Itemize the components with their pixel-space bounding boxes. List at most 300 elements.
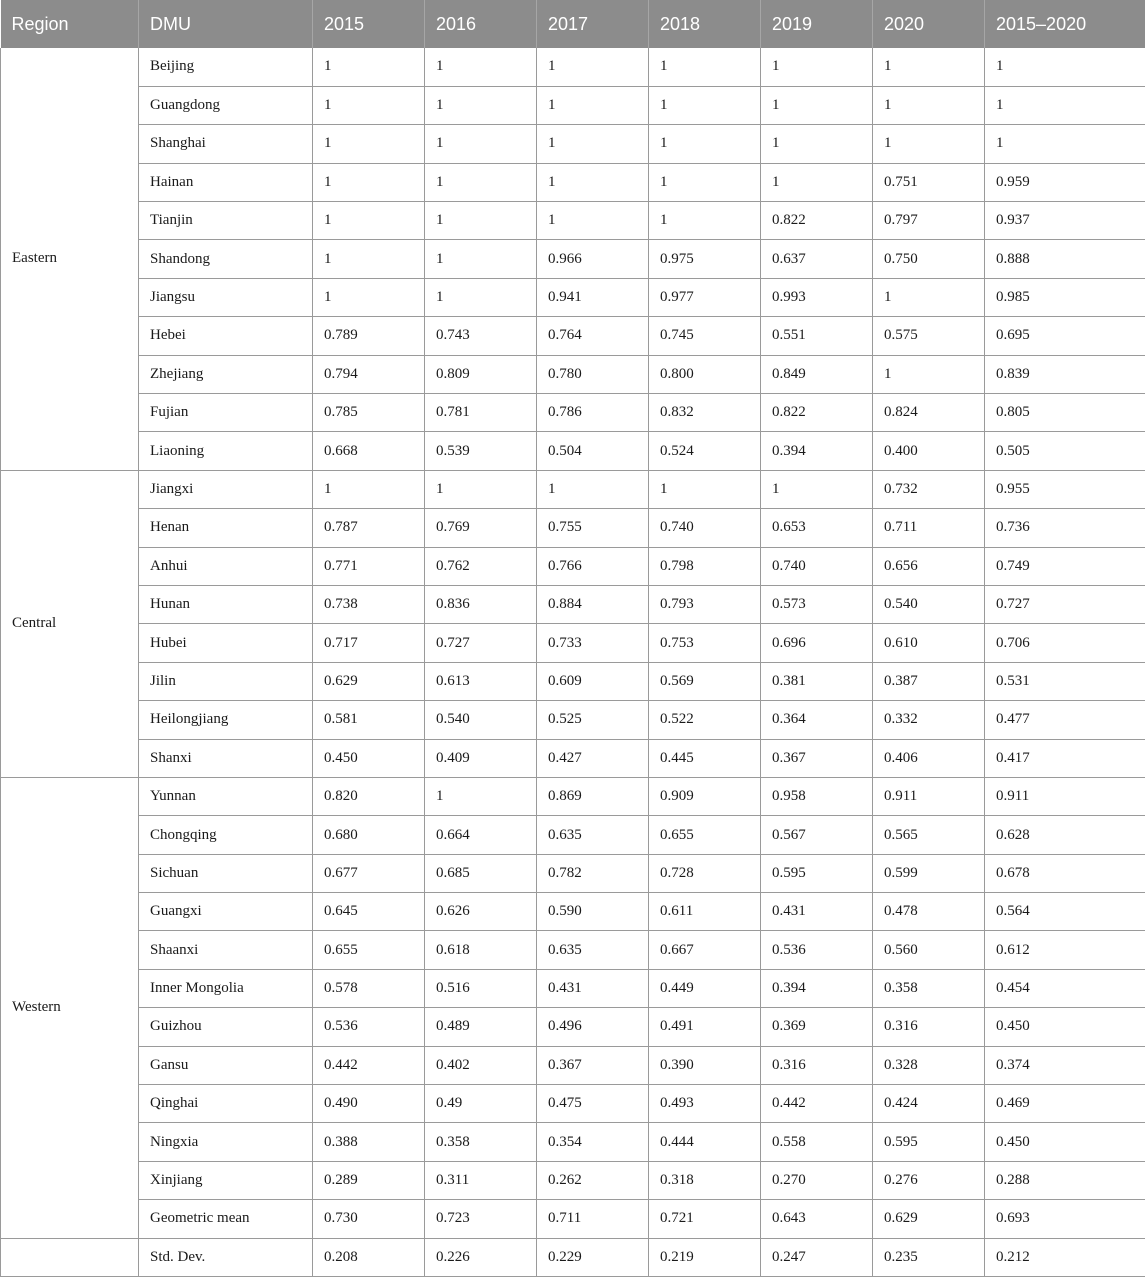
table-row: [1, 893, 1145, 931]
dmu-cell: Guizhou: [139, 1008, 313, 1046]
value-cell: 0.374: [985, 1046, 1145, 1084]
value-cell: 0.721: [649, 1200, 761, 1238]
value-cell: 0.824: [873, 394, 985, 432]
value-cell: 0.478: [873, 893, 985, 931]
value-cell: 0.727: [985, 585, 1145, 623]
value-cell: 0.749: [985, 547, 1145, 585]
value-cell: 1: [313, 125, 425, 163]
dmu-cell: Shanghai: [139, 125, 313, 163]
value-cell: 1: [761, 470, 873, 508]
value-cell: 1: [537, 163, 649, 201]
value-cell: 0.723: [425, 1200, 537, 1238]
value-cell: 0.531: [985, 662, 1145, 700]
dmu-cell: Guangxi: [139, 893, 313, 931]
value-cell: 0.798: [649, 547, 761, 585]
value-cell: 0.809: [425, 355, 537, 393]
dmu-cell: Shaanxi: [139, 931, 313, 969]
value-cell: 0.958: [761, 777, 873, 815]
table-row: [1, 394, 1145, 432]
value-cell: 0.558: [761, 1123, 873, 1161]
value-cell: 0.955: [985, 470, 1145, 508]
value-cell: 0.235: [873, 1238, 985, 1276]
table-row: [1, 931, 1145, 969]
value-cell: 0.358: [425, 1123, 537, 1161]
value-cell: 1: [649, 163, 761, 201]
table-row: [1, 1238, 1145, 1276]
value-cell: 0.711: [873, 509, 985, 547]
value-cell: 1: [313, 48, 425, 86]
value-cell: 0.839: [985, 355, 1145, 393]
value-cell: 0.381: [761, 662, 873, 700]
value-cell: 0.270: [761, 1161, 873, 1199]
value-cell: 0.884: [537, 585, 649, 623]
value-cell: 1: [425, 48, 537, 86]
dmu-cell: Anhui: [139, 547, 313, 585]
value-cell: 0.733: [537, 624, 649, 662]
region-cell: [1, 1238, 139, 1276]
value-cell: 0.730: [313, 1200, 425, 1238]
value-cell: 0.367: [537, 1046, 649, 1084]
value-cell: 0.364: [761, 701, 873, 739]
value-cell: 0.505: [985, 432, 1145, 470]
value-cell: 0.711: [537, 1200, 649, 1238]
table-row: [1, 854, 1145, 892]
value-cell: 1: [537, 202, 649, 240]
value-cell: 0.655: [313, 931, 425, 969]
column-header: 2016: [425, 0, 537, 48]
table-row: [1, 125, 1145, 163]
value-cell: 0.609: [537, 662, 649, 700]
value-cell: 0.394: [761, 969, 873, 1007]
value-cell: 1: [873, 355, 985, 393]
value-cell: 0.789: [313, 317, 425, 355]
value-cell: 0.226: [425, 1238, 537, 1276]
value-cell: 0.780: [537, 355, 649, 393]
table-row: [1, 1085, 1145, 1123]
value-cell: 0.367: [761, 739, 873, 777]
value-cell: 1: [873, 125, 985, 163]
dmu-cell: Xinjiang: [139, 1161, 313, 1199]
table-body: [1, 48, 1145, 1277]
dmu-cell: Inner Mongolia: [139, 969, 313, 1007]
dmu-cell: Zhejiang: [139, 355, 313, 393]
value-cell: 0.937: [985, 202, 1145, 240]
value-cell: 0.387: [873, 662, 985, 700]
value-cell: 0.695: [985, 317, 1145, 355]
value-cell: 0.717: [313, 624, 425, 662]
value-cell: 1: [537, 125, 649, 163]
table-row: [1, 969, 1145, 1007]
table-row: [1, 509, 1145, 547]
value-cell: 0.975: [649, 240, 761, 278]
value-cell: 0.626: [425, 893, 537, 931]
dmu-cell: Shandong: [139, 240, 313, 278]
value-cell: 1: [313, 163, 425, 201]
value-cell: 0.787: [313, 509, 425, 547]
value-cell: 0.388: [313, 1123, 425, 1161]
table-row: [1, 662, 1145, 700]
table-row: [1, 1161, 1145, 1199]
value-cell: 0.732: [873, 470, 985, 508]
value-cell: 1: [649, 125, 761, 163]
value-cell: 0.762: [425, 547, 537, 585]
value-cell: 1: [761, 125, 873, 163]
table-row: [1, 1046, 1145, 1084]
value-cell: 0.489: [425, 1008, 537, 1046]
value-cell: 0.449: [649, 969, 761, 1007]
dmu-cell: Jiangxi: [139, 470, 313, 508]
value-cell: 0.540: [425, 701, 537, 739]
value-cell: 0.496: [537, 1008, 649, 1046]
value-cell: 0.475: [537, 1085, 649, 1123]
table-row: [1, 240, 1145, 278]
value-cell: 1: [425, 777, 537, 815]
value-cell: 0.635: [537, 931, 649, 969]
dmu-cell: Gansu: [139, 1046, 313, 1084]
value-cell: 1: [873, 278, 985, 316]
value-cell: 0.685: [425, 854, 537, 892]
value-cell: 0.427: [537, 739, 649, 777]
value-cell: 0.836: [425, 585, 537, 623]
value-cell: 0.977: [649, 278, 761, 316]
value-cell: 1: [761, 163, 873, 201]
column-header: 2017: [537, 0, 649, 48]
value-cell: 0.560: [873, 931, 985, 969]
value-cell: 0.288: [985, 1161, 1145, 1199]
value-cell: 0.769: [425, 509, 537, 547]
value-cell: 0.573: [761, 585, 873, 623]
value-cell: 0.706: [985, 624, 1145, 662]
table-row: [1, 355, 1145, 393]
value-cell: 0.565: [873, 816, 985, 854]
value-cell: 0.612: [985, 931, 1145, 969]
value-cell: 1: [873, 48, 985, 86]
value-cell: 0.800: [649, 355, 761, 393]
value-cell: 0.736: [985, 509, 1145, 547]
value-cell: 0.728: [649, 854, 761, 892]
value-cell: 0.911: [985, 777, 1145, 815]
table-row: [1, 1008, 1145, 1046]
value-cell: 1: [985, 86, 1145, 124]
value-cell: 0.786: [537, 394, 649, 432]
value-cell: 0.941: [537, 278, 649, 316]
value-cell: 0.247: [761, 1238, 873, 1276]
value-cell: 0.727: [425, 624, 537, 662]
value-cell: 0.590: [537, 893, 649, 931]
dmu-cell: Hainan: [139, 163, 313, 201]
table-row: [1, 1123, 1145, 1161]
value-cell: 0.445: [649, 739, 761, 777]
value-cell: 0.782: [537, 854, 649, 892]
table-row: [1, 470, 1145, 508]
value-cell: 0.289: [313, 1161, 425, 1199]
value-cell: 0.444: [649, 1123, 761, 1161]
value-cell: 0.402: [425, 1046, 537, 1084]
value-cell: 0.805: [985, 394, 1145, 432]
dmu-cell: Fujian: [139, 394, 313, 432]
value-cell: 0.212: [985, 1238, 1145, 1276]
dmu-cell: Heilongjiang: [139, 701, 313, 739]
value-cell: 1: [425, 278, 537, 316]
value-cell: 0.785: [313, 394, 425, 432]
table-row: [1, 163, 1145, 201]
value-cell: 0.629: [313, 662, 425, 700]
value-cell: 0.417: [985, 739, 1145, 777]
value-cell: 0.369: [761, 1008, 873, 1046]
value-cell: 0.766: [537, 547, 649, 585]
value-cell: 1: [425, 240, 537, 278]
value-cell: 0.390: [649, 1046, 761, 1084]
value-cell: 0.431: [761, 893, 873, 931]
dmu-cell: Guangdong: [139, 86, 313, 124]
value-cell: 0.536: [313, 1008, 425, 1046]
value-cell: 0.229: [537, 1238, 649, 1276]
value-cell: 0.354: [537, 1123, 649, 1161]
column-header: 2019: [761, 0, 873, 48]
value-cell: 0.668: [313, 432, 425, 470]
value-cell: 0.751: [873, 163, 985, 201]
dmu-cell: Henan: [139, 509, 313, 547]
dmu-cell: Beijing: [139, 48, 313, 86]
region-cell: Central: [1, 470, 139, 777]
value-cell: 0.540: [873, 585, 985, 623]
value-cell: 0.797: [873, 202, 985, 240]
value-cell: 1: [425, 470, 537, 508]
value-cell: 0.680: [313, 816, 425, 854]
region-cell: Western: [1, 777, 139, 1238]
value-cell: 0.753: [649, 624, 761, 662]
column-header: 2015: [313, 0, 425, 48]
value-cell: 1: [313, 202, 425, 240]
value-cell: 0.219: [649, 1238, 761, 1276]
value-cell: 0.276: [873, 1161, 985, 1199]
value-cell: 0.536: [761, 931, 873, 969]
dmu-cell: Jilin: [139, 662, 313, 700]
value-cell: 0.49: [425, 1085, 537, 1123]
value-cell: 0.328: [873, 1046, 985, 1084]
value-cell: 1: [649, 202, 761, 240]
value-cell: 0.667: [649, 931, 761, 969]
value-cell: 1: [313, 86, 425, 124]
value-cell: 0.743: [425, 317, 537, 355]
table-row: [1, 317, 1145, 355]
value-cell: 0.504: [537, 432, 649, 470]
value-cell: 0.595: [761, 854, 873, 892]
table-row: [1, 816, 1145, 854]
column-header: 2020: [873, 0, 985, 48]
value-cell: 0.318: [649, 1161, 761, 1199]
value-cell: 0.477: [985, 701, 1145, 739]
value-cell: 0.581: [313, 701, 425, 739]
dmu-cell: Ningxia: [139, 1123, 313, 1161]
value-cell: 0.656: [873, 547, 985, 585]
value-cell: 0.745: [649, 317, 761, 355]
value-cell: 0.409: [425, 739, 537, 777]
value-cell: 0.635: [537, 816, 649, 854]
value-cell: 0.595: [873, 1123, 985, 1161]
header-row: [1, 0, 1145, 48]
value-cell: 0.985: [985, 278, 1145, 316]
value-cell: 1: [537, 48, 649, 86]
value-cell: 0.849: [761, 355, 873, 393]
dmu-cell: Hubei: [139, 624, 313, 662]
value-cell: 0.696: [761, 624, 873, 662]
value-cell: 1: [313, 470, 425, 508]
value-cell: 0.332: [873, 701, 985, 739]
value-cell: 0.262: [537, 1161, 649, 1199]
table-row: [1, 432, 1145, 470]
value-cell: 0.629: [873, 1200, 985, 1238]
value-cell: 0.525: [537, 701, 649, 739]
value-cell: 0.469: [985, 1085, 1145, 1123]
dmu-cell: Geometric mean: [139, 1200, 313, 1238]
value-cell: 0.316: [873, 1008, 985, 1046]
value-cell: 0.400: [873, 432, 985, 470]
value-cell: 0.820: [313, 777, 425, 815]
value-cell: 0.450: [313, 739, 425, 777]
value-cell: 0.442: [761, 1085, 873, 1123]
dmu-cell: Qinghai: [139, 1085, 313, 1123]
table-row: [1, 701, 1145, 739]
value-cell: 1: [761, 48, 873, 86]
value-cell: 0.771: [313, 547, 425, 585]
table-row: [1, 585, 1145, 623]
value-cell: 0.311: [425, 1161, 537, 1199]
value-cell: 0.781: [425, 394, 537, 432]
value-cell: 0.628: [985, 816, 1145, 854]
table-row: [1, 1200, 1145, 1238]
value-cell: 0.653: [761, 509, 873, 547]
value-cell: 0.645: [313, 893, 425, 931]
value-cell: 0.406: [873, 739, 985, 777]
value-cell: 1: [537, 470, 649, 508]
table-row: [1, 202, 1145, 240]
value-cell: 0.643: [761, 1200, 873, 1238]
column-header: 2015–2020: [985, 0, 1145, 48]
dmu-cell: Tianjin: [139, 202, 313, 240]
value-cell: 1: [313, 240, 425, 278]
value-cell: 1: [985, 125, 1145, 163]
value-cell: 0.450: [985, 1008, 1145, 1046]
value-cell: 0.493: [649, 1085, 761, 1123]
value-cell: 0.618: [425, 931, 537, 969]
value-cell: 0.637: [761, 240, 873, 278]
value-cell: 0.888: [985, 240, 1145, 278]
value-cell: 1: [761, 86, 873, 124]
value-cell: 0.358: [873, 969, 985, 1007]
value-cell: 0.551: [761, 317, 873, 355]
value-cell: 0.454: [985, 969, 1145, 1007]
value-cell: 0.442: [313, 1046, 425, 1084]
value-cell: 0.993: [761, 278, 873, 316]
table-row: [1, 777, 1145, 815]
value-cell: 0.764: [537, 317, 649, 355]
value-cell: 1: [649, 86, 761, 124]
value-cell: 1: [425, 202, 537, 240]
dmu-cell: Chongqing: [139, 816, 313, 854]
value-cell: 0.610: [873, 624, 985, 662]
table-row: [1, 278, 1145, 316]
value-cell: 0.664: [425, 816, 537, 854]
value-cell: 0.613: [425, 662, 537, 700]
value-cell: 0.490: [313, 1085, 425, 1123]
column-header: 2018: [649, 0, 761, 48]
value-cell: 0.740: [761, 547, 873, 585]
value-cell: 0.822: [761, 202, 873, 240]
value-cell: 1: [985, 48, 1145, 86]
value-cell: 0.966: [537, 240, 649, 278]
value-cell: 0.316: [761, 1046, 873, 1084]
value-cell: 0.655: [649, 816, 761, 854]
value-cell: 0.678: [985, 854, 1145, 892]
value-cell: 0.522: [649, 701, 761, 739]
value-cell: 0.909: [649, 777, 761, 815]
value-cell: 1: [425, 86, 537, 124]
table-row: [1, 739, 1145, 777]
value-cell: 0.424: [873, 1085, 985, 1123]
column-header: DMU: [139, 0, 313, 48]
value-cell: 0.959: [985, 163, 1145, 201]
value-cell: 1: [425, 125, 537, 163]
value-cell: 0.794: [313, 355, 425, 393]
value-cell: 0.516: [425, 969, 537, 1007]
value-cell: 0.693: [985, 1200, 1145, 1238]
column-header: Region: [1, 0, 139, 48]
table-row: [1, 624, 1145, 662]
value-cell: 0.575: [873, 317, 985, 355]
value-cell: 1: [649, 48, 761, 86]
dmu-cell: Shanxi: [139, 739, 313, 777]
value-cell: 0.869: [537, 777, 649, 815]
dmu-cell: Sichuan: [139, 854, 313, 892]
value-cell: 0.569: [649, 662, 761, 700]
dmu-cell: Hunan: [139, 585, 313, 623]
value-cell: 0.539: [425, 432, 537, 470]
value-cell: 0.450: [985, 1123, 1145, 1161]
dmu-cell: Yunnan: [139, 777, 313, 815]
dmu-cell: Std. Dev.: [139, 1238, 313, 1276]
value-cell: 0.740: [649, 509, 761, 547]
value-cell: 0.822: [761, 394, 873, 432]
value-cell: 1: [537, 86, 649, 124]
value-cell: 0.431: [537, 969, 649, 1007]
value-cell: 0.793: [649, 585, 761, 623]
value-cell: 0.611: [649, 893, 761, 931]
value-cell: 0.578: [313, 969, 425, 1007]
value-cell: 1: [425, 163, 537, 201]
value-cell: 0.394: [761, 432, 873, 470]
dmu-cell: Liaoning: [139, 432, 313, 470]
value-cell: 1: [649, 470, 761, 508]
dmu-cell: Jiangsu: [139, 278, 313, 316]
value-cell: 0.832: [649, 394, 761, 432]
value-cell: 0.750: [873, 240, 985, 278]
table-row: [1, 86, 1145, 124]
dmu-cell: Hebei: [139, 317, 313, 355]
value-cell: 0.677: [313, 854, 425, 892]
table-row: [1, 48, 1145, 86]
value-cell: 0.524: [649, 432, 761, 470]
value-cell: 1: [313, 278, 425, 316]
value-cell: 0.491: [649, 1008, 761, 1046]
value-cell: 0.564: [985, 893, 1145, 931]
value-cell: 0.738: [313, 585, 425, 623]
value-cell: 0.567: [761, 816, 873, 854]
table-row: [1, 547, 1145, 585]
value-cell: 1: [873, 86, 985, 124]
value-cell: 0.755: [537, 509, 649, 547]
value-cell: 0.911: [873, 777, 985, 815]
